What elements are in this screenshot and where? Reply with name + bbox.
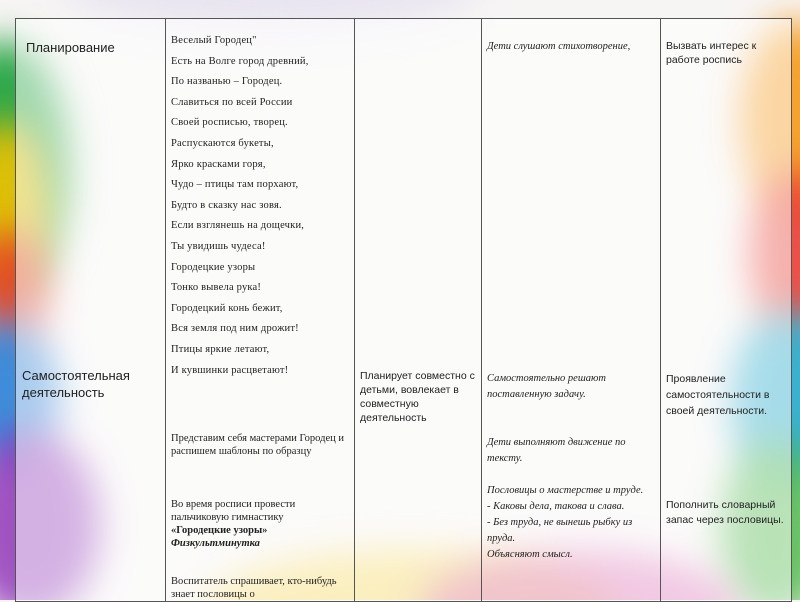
children-solve: Самостоятельно решают поставленную задачу.	[487, 373, 607, 400]
stage-planning: Планирование	[26, 40, 115, 55]
proverb-item: - Без труда, не вынешь рыбку из пруда.	[487, 517, 633, 544]
content-gymnastics	[171, 498, 347, 550]
explain-meaning: Объясняют смысл.	[487, 549, 573, 560]
poem-line: Есть на Волге город древний,	[171, 55, 309, 67]
poem-line: Будто в сказку нас зовя.	[171, 199, 282, 211]
content-column	[166, 19, 355, 602]
table-row	[16, 19, 792, 602]
content-masters: Представим себя мастерами Городец и распишем шаблоны по образцу	[171, 433, 344, 457]
poem-line: Городецкий конь бежит,	[171, 302, 283, 314]
poem-line: Если взглянешь на дощечки,	[171, 220, 305, 232]
poem-line: Вся земля под ним дрожит!	[171, 323, 299, 335]
poem-line: Тонко вывела рука!	[171, 282, 262, 294]
poem-line: Ты увидишь чудеса!	[171, 240, 266, 252]
result-interest: Вызвать интерес к работе роспись	[666, 40, 757, 66]
gymnastics-text: Во время росписи провести пальчиковую гимнастику	[171, 499, 296, 523]
poem-line: Славиться по всей России	[171, 96, 293, 108]
children-move: Дети выполняют движение по тексту.	[487, 437, 626, 464]
result-independence: Проявление самостоятельности в своей деятельности.	[666, 373, 770, 417]
poem-title: Веселый Городец"	[171, 35, 257, 46]
physminute-label: Физкультминутка	[171, 538, 260, 549]
lesson-plan-table	[15, 18, 792, 602]
result-vocabulary: Пополнить словарный запас через пословицы.	[666, 499, 784, 526]
children-column	[482, 19, 661, 602]
poem-line: Распускаются букеты,	[171, 137, 274, 149]
poem-line: И кувшинки расцветают!	[171, 364, 289, 376]
poem-line: Птицы яркие летают,	[171, 343, 270, 355]
poem-line: Ярко красками горя,	[171, 158, 266, 170]
content-teacher-question: Воспитатель спрашивает, кто-нибудь знает пословицы о	[171, 576, 337, 600]
children-listen: Дети слушают стихотворение,	[487, 41, 631, 52]
gymnastics-name: «Городецкие узоры»	[171, 525, 268, 536]
poem-line: По названью – Городец.	[171, 76, 283, 88]
teacher-column	[355, 19, 482, 602]
teacher-action: Планирует совместно с детьми, вовлекает в совместную деятельность	[360, 370, 475, 424]
proverbs-block	[487, 483, 653, 563]
poem-line: Своей росписью, творец.	[171, 117, 288, 129]
proverb-item: - Каковы дела, такова и слава.	[487, 501, 625, 512]
poem	[171, 31, 309, 381]
proverbs-intro: Пословицы о мастерстве и труде.	[487, 485, 644, 496]
stage-column	[16, 19, 166, 602]
result-column	[661, 19, 792, 602]
poem-line: Городецкие узоры	[171, 261, 256, 273]
stage-independent: Самостоятельная деятельность	[22, 368, 130, 400]
poem-line: Чудо – птицы там порхают,	[171, 179, 299, 191]
